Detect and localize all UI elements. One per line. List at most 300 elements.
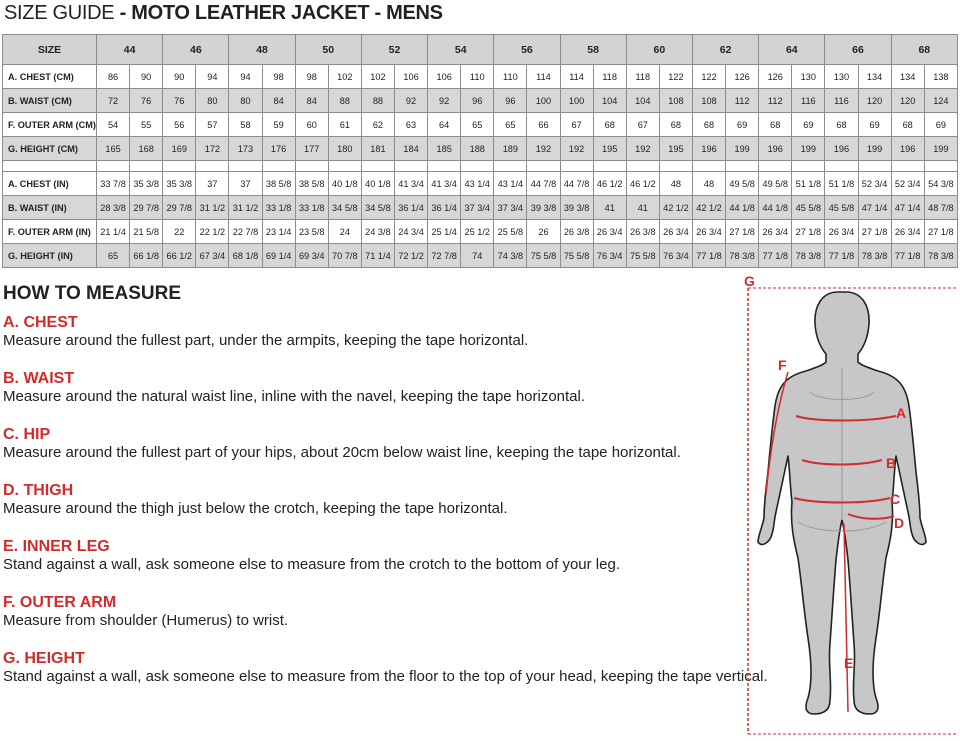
table-cell: 108 (692, 89, 725, 113)
table-cell: 26 3/4 (593, 220, 626, 244)
table-cell: 76 (130, 89, 163, 113)
spacer-cell (626, 161, 659, 172)
table-cell: 68 (891, 113, 924, 137)
measure-item-chest (3, 314, 723, 350)
table-cell: 44 7/8 (527, 172, 560, 196)
table-cell: 54 3/8 (924, 172, 957, 196)
row-label: F. OUTER ARM (CM) (3, 113, 97, 137)
table-cell: 47 1/4 (858, 196, 891, 220)
table-cell: 63 (394, 113, 427, 137)
table-cell: 134 (858, 65, 891, 89)
table-row (3, 137, 958, 161)
measure-item-title: F. OUTER ARM (3, 594, 117, 611)
measure-item-title: C. HIP (3, 426, 51, 443)
how-to-measure-section (3, 282, 768, 706)
spacer-cell (328, 161, 361, 172)
table-cell: 184 (394, 137, 427, 161)
table-cell: 45 5/8 (825, 196, 858, 220)
spacer-cell (858, 161, 891, 172)
size-header-cell: 66 (825, 35, 891, 65)
table-cell: 138 (924, 65, 957, 89)
table-cell: 23 5/8 (295, 220, 328, 244)
figure-letter-b: B (886, 455, 897, 471)
table-cell: 41 (626, 196, 659, 220)
table-cell: 106 (394, 65, 427, 89)
table-cell: 27 1/8 (858, 220, 891, 244)
table-cell: 27 1/8 (792, 220, 825, 244)
table-cell: 98 (262, 65, 295, 89)
table-cell: 116 (792, 89, 825, 113)
table-cell: 134 (891, 65, 924, 89)
table-cell: 104 (626, 89, 659, 113)
measure-item-title: B. WAIST (3, 370, 75, 387)
figure-letter-c: C (890, 491, 901, 507)
size-header-cell: 68 (891, 35, 957, 65)
table-cell: 126 (759, 65, 792, 89)
table-cell: 26 3/4 (825, 220, 858, 244)
table-cell: 29 7/8 (163, 196, 196, 220)
table-cell: 199 (792, 137, 825, 161)
table-cell: 88 (361, 89, 394, 113)
table-cell: 72 7/8 (428, 244, 461, 268)
measure-item-title: E. INNER LEG (3, 538, 110, 555)
table-row (3, 196, 958, 220)
table-cell: 33 7/8 (97, 172, 130, 196)
table-cell: 69 (792, 113, 825, 137)
measure-item-description: Stand against a wall, ask someone else to measure from the crotch to the bottom of your leg. (3, 556, 620, 573)
table-cell: 75 5/8 (527, 244, 560, 268)
table-cell: 43 1/4 (461, 172, 494, 196)
table-cell: 180 (328, 137, 361, 161)
table-cell: 68 (692, 113, 725, 137)
table-cell: 27 1/8 (924, 220, 957, 244)
table-cell: 130 (792, 65, 825, 89)
table-cell: 62 (361, 113, 394, 137)
table-cell: 189 (494, 137, 527, 161)
body-figure-svg (736, 272, 960, 736)
table-cell: 71 1/4 (361, 244, 394, 268)
table-cell: 68 (825, 113, 858, 137)
table-cell: 84 (295, 89, 328, 113)
measure-item-inner-leg (3, 538, 723, 574)
table-cell: 38 5/8 (262, 172, 295, 196)
table-cell: 78 3/8 (924, 244, 957, 268)
table-cell: 49 5/8 (759, 172, 792, 196)
table-row (3, 65, 958, 89)
table-cell: 42 1/2 (659, 196, 692, 220)
measure-item-description: Measure around the fullest part of your hips, about 20cm below waist line, keeping the tape horizontal. (3, 444, 681, 461)
measure-item-outer-arm (3, 594, 723, 630)
measure-item-height (3, 650, 768, 686)
table-cell: 185 (428, 137, 461, 161)
spacer-cell (97, 161, 130, 172)
table-cell: 92 (394, 89, 427, 113)
table-cell: 24 3/8 (361, 220, 394, 244)
table-cell: 61 (328, 113, 361, 137)
table-cell: 76 3/4 (659, 244, 692, 268)
table-cell: 26 (527, 220, 560, 244)
table-cell: 172 (196, 137, 229, 161)
table-cell: 90 (163, 65, 196, 89)
spacer-cell (792, 161, 825, 172)
table-cell: 33 1/8 (262, 196, 295, 220)
table-cell: 26 3/8 (626, 220, 659, 244)
table-cell: 90 (130, 65, 163, 89)
table-cell: 21 5/8 (130, 220, 163, 244)
table-cell: 39 3/8 (560, 196, 593, 220)
table-cell: 196 (825, 137, 858, 161)
spacer-cell (494, 161, 527, 172)
figure-letter-e: E (844, 655, 854, 671)
table-cell: 181 (361, 137, 394, 161)
table-cell: 36 1/4 (394, 196, 427, 220)
table-cell: 56 (163, 113, 196, 137)
table-cell: 196 (692, 137, 725, 161)
size-table-body (3, 65, 958, 268)
table-cell: 74 3/8 (494, 244, 527, 268)
table-cell: 22 7/8 (229, 220, 262, 244)
table-cell: 196 (891, 137, 924, 161)
table-cell: 40 1/8 (361, 172, 394, 196)
table-cell: 33 1/8 (295, 196, 328, 220)
table-cell: 72 1/2 (394, 244, 427, 268)
spacer-cell (891, 161, 924, 172)
table-cell: 124 (924, 89, 957, 113)
size-header-cell: 54 (428, 35, 494, 65)
row-label: F. OUTER ARM (IN) (3, 220, 97, 244)
table-cell: 37 (196, 172, 229, 196)
table-cell: 80 (196, 89, 229, 113)
measure-item-title: G. HEIGHT (3, 650, 85, 667)
table-cell: 26 3/4 (759, 220, 792, 244)
table-cell: 118 (593, 65, 626, 89)
table-cell: 23 1/4 (262, 220, 295, 244)
table-cell: 42 1/2 (692, 196, 725, 220)
table-spacer-row (3, 161, 958, 172)
table-cell: 122 (692, 65, 725, 89)
table-cell: 65 (494, 113, 527, 137)
table-cell: 66 (527, 113, 560, 137)
table-cell: 130 (825, 65, 858, 89)
spacer-cell (394, 161, 427, 172)
table-cell: 48 7/8 (924, 196, 957, 220)
table-cell: 26 3/4 (659, 220, 692, 244)
table-cell: 35 3/8 (163, 172, 196, 196)
table-cell: 120 (858, 89, 891, 113)
size-header-cell: 44 (97, 35, 163, 65)
spacer-cell (659, 161, 692, 172)
table-cell: 40 1/8 (328, 172, 361, 196)
figure-letter-g: G (744, 273, 755, 289)
size-header-cell: 62 (692, 35, 758, 65)
table-cell: 49 5/8 (726, 172, 759, 196)
table-cell: 41 (593, 196, 626, 220)
figure-letter-d: D (894, 515, 905, 531)
measure-item-thigh (3, 482, 723, 518)
table-cell: 57 (196, 113, 229, 137)
how-to-measure-heading: HOW TO MEASURE (3, 283, 182, 304)
table-cell: 51 1/8 (792, 172, 825, 196)
table-cell: 44 7/8 (560, 172, 593, 196)
measure-item-title: A. CHEST (3, 314, 78, 331)
table-cell: 26 3/4 (692, 220, 725, 244)
table-cell: 48 (659, 172, 692, 196)
table-cell: 110 (494, 65, 527, 89)
table-row (3, 172, 958, 196)
table-cell: 35 3/8 (130, 172, 163, 196)
table-cell: 88 (328, 89, 361, 113)
table-cell: 27 1/8 (726, 220, 759, 244)
table-cell: 34 5/8 (361, 196, 394, 220)
table-cell: 78 3/8 (858, 244, 891, 268)
spacer-cell (692, 161, 725, 172)
table-cell: 86 (97, 65, 130, 89)
table-cell: 59 (262, 113, 295, 137)
table-cell: 76 3/4 (593, 244, 626, 268)
table-cell: 116 (825, 89, 858, 113)
size-header-cell: 64 (759, 35, 825, 65)
table-cell: 102 (361, 65, 394, 89)
table-cell: 48 (692, 172, 725, 196)
table-cell: 68 (759, 113, 792, 137)
spacer-cell (560, 161, 593, 172)
row-label: G. HEIGHT (IN) (3, 244, 97, 268)
spacer-cell (461, 161, 494, 172)
table-row (3, 244, 958, 268)
table-cell: 64 (428, 113, 461, 137)
table-cell: 67 (560, 113, 593, 137)
row-label: G. HEIGHT (CM) (3, 137, 97, 161)
spacer-cell (196, 161, 229, 172)
table-cell: 46 1/2 (626, 172, 659, 196)
table-cell: 168 (130, 137, 163, 161)
table-cell: 68 (593, 113, 626, 137)
spacer-cell (3, 161, 97, 172)
size-header-cell: 52 (361, 35, 427, 65)
table-cell: 70 7/8 (328, 244, 361, 268)
table-cell: 102 (328, 65, 361, 89)
table-cell: 192 (626, 137, 659, 161)
size-chart-table (2, 34, 958, 268)
table-cell: 43 1/4 (494, 172, 527, 196)
table-cell: 173 (229, 137, 262, 161)
table-cell: 41 3/4 (428, 172, 461, 196)
table-cell: 118 (626, 65, 659, 89)
table-cell: 67 3/4 (196, 244, 229, 268)
table-cell: 25 1/4 (428, 220, 461, 244)
measure-item-description: Stand against a wall, ask someone else to measure from the floor to the top of your head, keeping the tape vertical. (3, 668, 768, 685)
measure-item-description: Measure around the natural waist line, inline with the navel, keeping the tape horizontal. (3, 388, 586, 405)
size-header-label: SIZE (3, 35, 97, 65)
table-cell: 66 1/8 (130, 244, 163, 268)
table-cell: 77 1/8 (891, 244, 924, 268)
table-cell: 192 (527, 137, 560, 161)
table-cell: 112 (759, 89, 792, 113)
spacer-cell (262, 161, 295, 172)
table-cell: 69 (726, 113, 759, 137)
table-cell: 192 (560, 137, 593, 161)
spacer-cell (924, 161, 957, 172)
spacer-cell (726, 161, 759, 172)
table-cell: 120 (891, 89, 924, 113)
table-cell: 169 (163, 137, 196, 161)
table-cell: 46 1/2 (593, 172, 626, 196)
table-cell: 74 (461, 244, 494, 268)
size-header-cell: 60 (626, 35, 692, 65)
table-cell: 65 (461, 113, 494, 137)
table-cell: 188 (461, 137, 494, 161)
table-cell: 108 (659, 89, 692, 113)
table-cell: 196 (759, 137, 792, 161)
table-cell: 77 1/8 (759, 244, 792, 268)
table-cell: 78 3/8 (726, 244, 759, 268)
table-cell: 67 (626, 113, 659, 137)
table-cell: 92 (428, 89, 461, 113)
table-cell: 45 5/8 (792, 196, 825, 220)
table-cell: 199 (924, 137, 957, 161)
table-cell: 75 5/8 (626, 244, 659, 268)
table-cell: 41 3/4 (394, 172, 427, 196)
spacer-cell (163, 161, 196, 172)
page-title (4, 1, 443, 25)
table-cell: 34 5/8 (328, 196, 361, 220)
measure-item-description: Measure around the fullest part, under the armpits, keeping the tape horizontal. (3, 332, 529, 349)
size-header-cell: 50 (295, 35, 361, 65)
table-cell: 22 1/2 (196, 220, 229, 244)
table-cell: 31 1/2 (196, 196, 229, 220)
table-cell: 96 (494, 89, 527, 113)
spacer-cell (295, 161, 328, 172)
size-header-row (3, 35, 958, 65)
spacer-cell (130, 161, 163, 172)
row-label: B. WAIST (CM) (3, 89, 97, 113)
table-cell: 77 1/8 (825, 244, 858, 268)
table-cell: 44 1/8 (759, 196, 792, 220)
figure-letter-a: A (896, 405, 907, 421)
title-main: - MOTO LEATHER JACKET - MENS (114, 2, 443, 24)
size-header-cell: 58 (560, 35, 626, 65)
table-cell: 69 3/4 (295, 244, 328, 268)
table-cell: 110 (461, 65, 494, 89)
table-cell: 38 5/8 (295, 172, 328, 196)
measure-item-description: Measure from shoulder (Humerus) to wrist. (3, 612, 289, 629)
row-label: A. CHEST (CM) (3, 65, 97, 89)
table-cell: 114 (560, 65, 593, 89)
table-cell: 84 (262, 89, 295, 113)
table-cell: 26 3/8 (560, 220, 593, 244)
table-cell: 26 3/4 (891, 220, 924, 244)
table-row (3, 113, 958, 137)
table-cell: 126 (726, 65, 759, 89)
table-row (3, 220, 958, 244)
table-cell: 69 (924, 113, 957, 137)
table-cell: 44 1/8 (726, 196, 759, 220)
table-cell: 52 3/4 (858, 172, 891, 196)
title-prefix: SIZE GUIDE (4, 2, 115, 24)
table-cell: 68 1/8 (229, 244, 262, 268)
table-cell: 25 1/2 (461, 220, 494, 244)
table-cell: 122 (659, 65, 692, 89)
row-label: B. WAIST (IN) (3, 196, 97, 220)
table-cell: 80 (229, 89, 262, 113)
table-cell: 58 (229, 113, 262, 137)
table-cell: 65 (97, 244, 130, 268)
table-cell: 54 (97, 113, 130, 137)
table-cell: 37 3/4 (494, 196, 527, 220)
measure-item-hip (3, 426, 723, 462)
table-cell: 176 (262, 137, 295, 161)
spacer-cell (229, 161, 262, 172)
table-cell: 177 (295, 137, 328, 161)
table-cell: 68 (659, 113, 692, 137)
table-cell: 78 3/8 (792, 244, 825, 268)
table-row (3, 89, 958, 113)
table-cell: 76 (163, 89, 196, 113)
figure-letter-f: F (778, 357, 787, 373)
table-cell: 22 (163, 220, 196, 244)
spacer-cell (593, 161, 626, 172)
table-cell: 199 (858, 137, 891, 161)
table-cell: 24 (328, 220, 361, 244)
table-cell: 66 1/2 (163, 244, 196, 268)
table-cell: 199 (726, 137, 759, 161)
measure-item-waist (3, 370, 723, 406)
table-cell: 21 1/4 (97, 220, 130, 244)
table-cell: 31 1/2 (229, 196, 262, 220)
table-cell: 55 (130, 113, 163, 137)
size-header-cell: 48 (229, 35, 295, 65)
table-cell: 112 (726, 89, 759, 113)
table-cell: 69 1/4 (262, 244, 295, 268)
table-cell: 77 1/8 (692, 244, 725, 268)
body-measurement-figure (736, 272, 960, 736)
table-cell: 51 1/8 (825, 172, 858, 196)
size-header-cell: 46 (163, 35, 229, 65)
table-cell: 52 3/4 (891, 172, 924, 196)
table-cell: 100 (527, 89, 560, 113)
table-cell: 47 1/4 (891, 196, 924, 220)
row-label: A. CHEST (IN) (3, 172, 97, 196)
measure-item-title: D. THIGH (3, 482, 74, 499)
spacer-cell (825, 161, 858, 172)
table-cell: 94 (196, 65, 229, 89)
table-cell: 60 (295, 113, 328, 137)
spacer-cell (361, 161, 394, 172)
table-cell: 75 5/8 (560, 244, 593, 268)
table-cell: 96 (461, 89, 494, 113)
table-cell: 25 5/8 (494, 220, 527, 244)
table-cell: 37 (229, 172, 262, 196)
table-cell: 114 (527, 65, 560, 89)
table-cell: 98 (295, 65, 328, 89)
table-cell: 94 (229, 65, 262, 89)
spacer-cell (428, 161, 461, 172)
table-cell: 29 7/8 (130, 196, 163, 220)
table-cell: 37 3/4 (461, 196, 494, 220)
spacer-cell (527, 161, 560, 172)
table-cell: 104 (593, 89, 626, 113)
measure-item-description: Measure around the thigh just below the crotch, keeping the tape horizontal. (3, 500, 508, 517)
table-cell: 165 (97, 137, 130, 161)
table-cell: 106 (428, 65, 461, 89)
table-cell: 28 3/8 (97, 196, 130, 220)
table-cell: 24 3/4 (394, 220, 427, 244)
table-cell: 36 1/4 (428, 196, 461, 220)
table-cell: 69 (858, 113, 891, 137)
size-header-cell: 56 (494, 35, 560, 65)
spacer-cell (759, 161, 792, 172)
table-cell: 39 3/8 (527, 196, 560, 220)
